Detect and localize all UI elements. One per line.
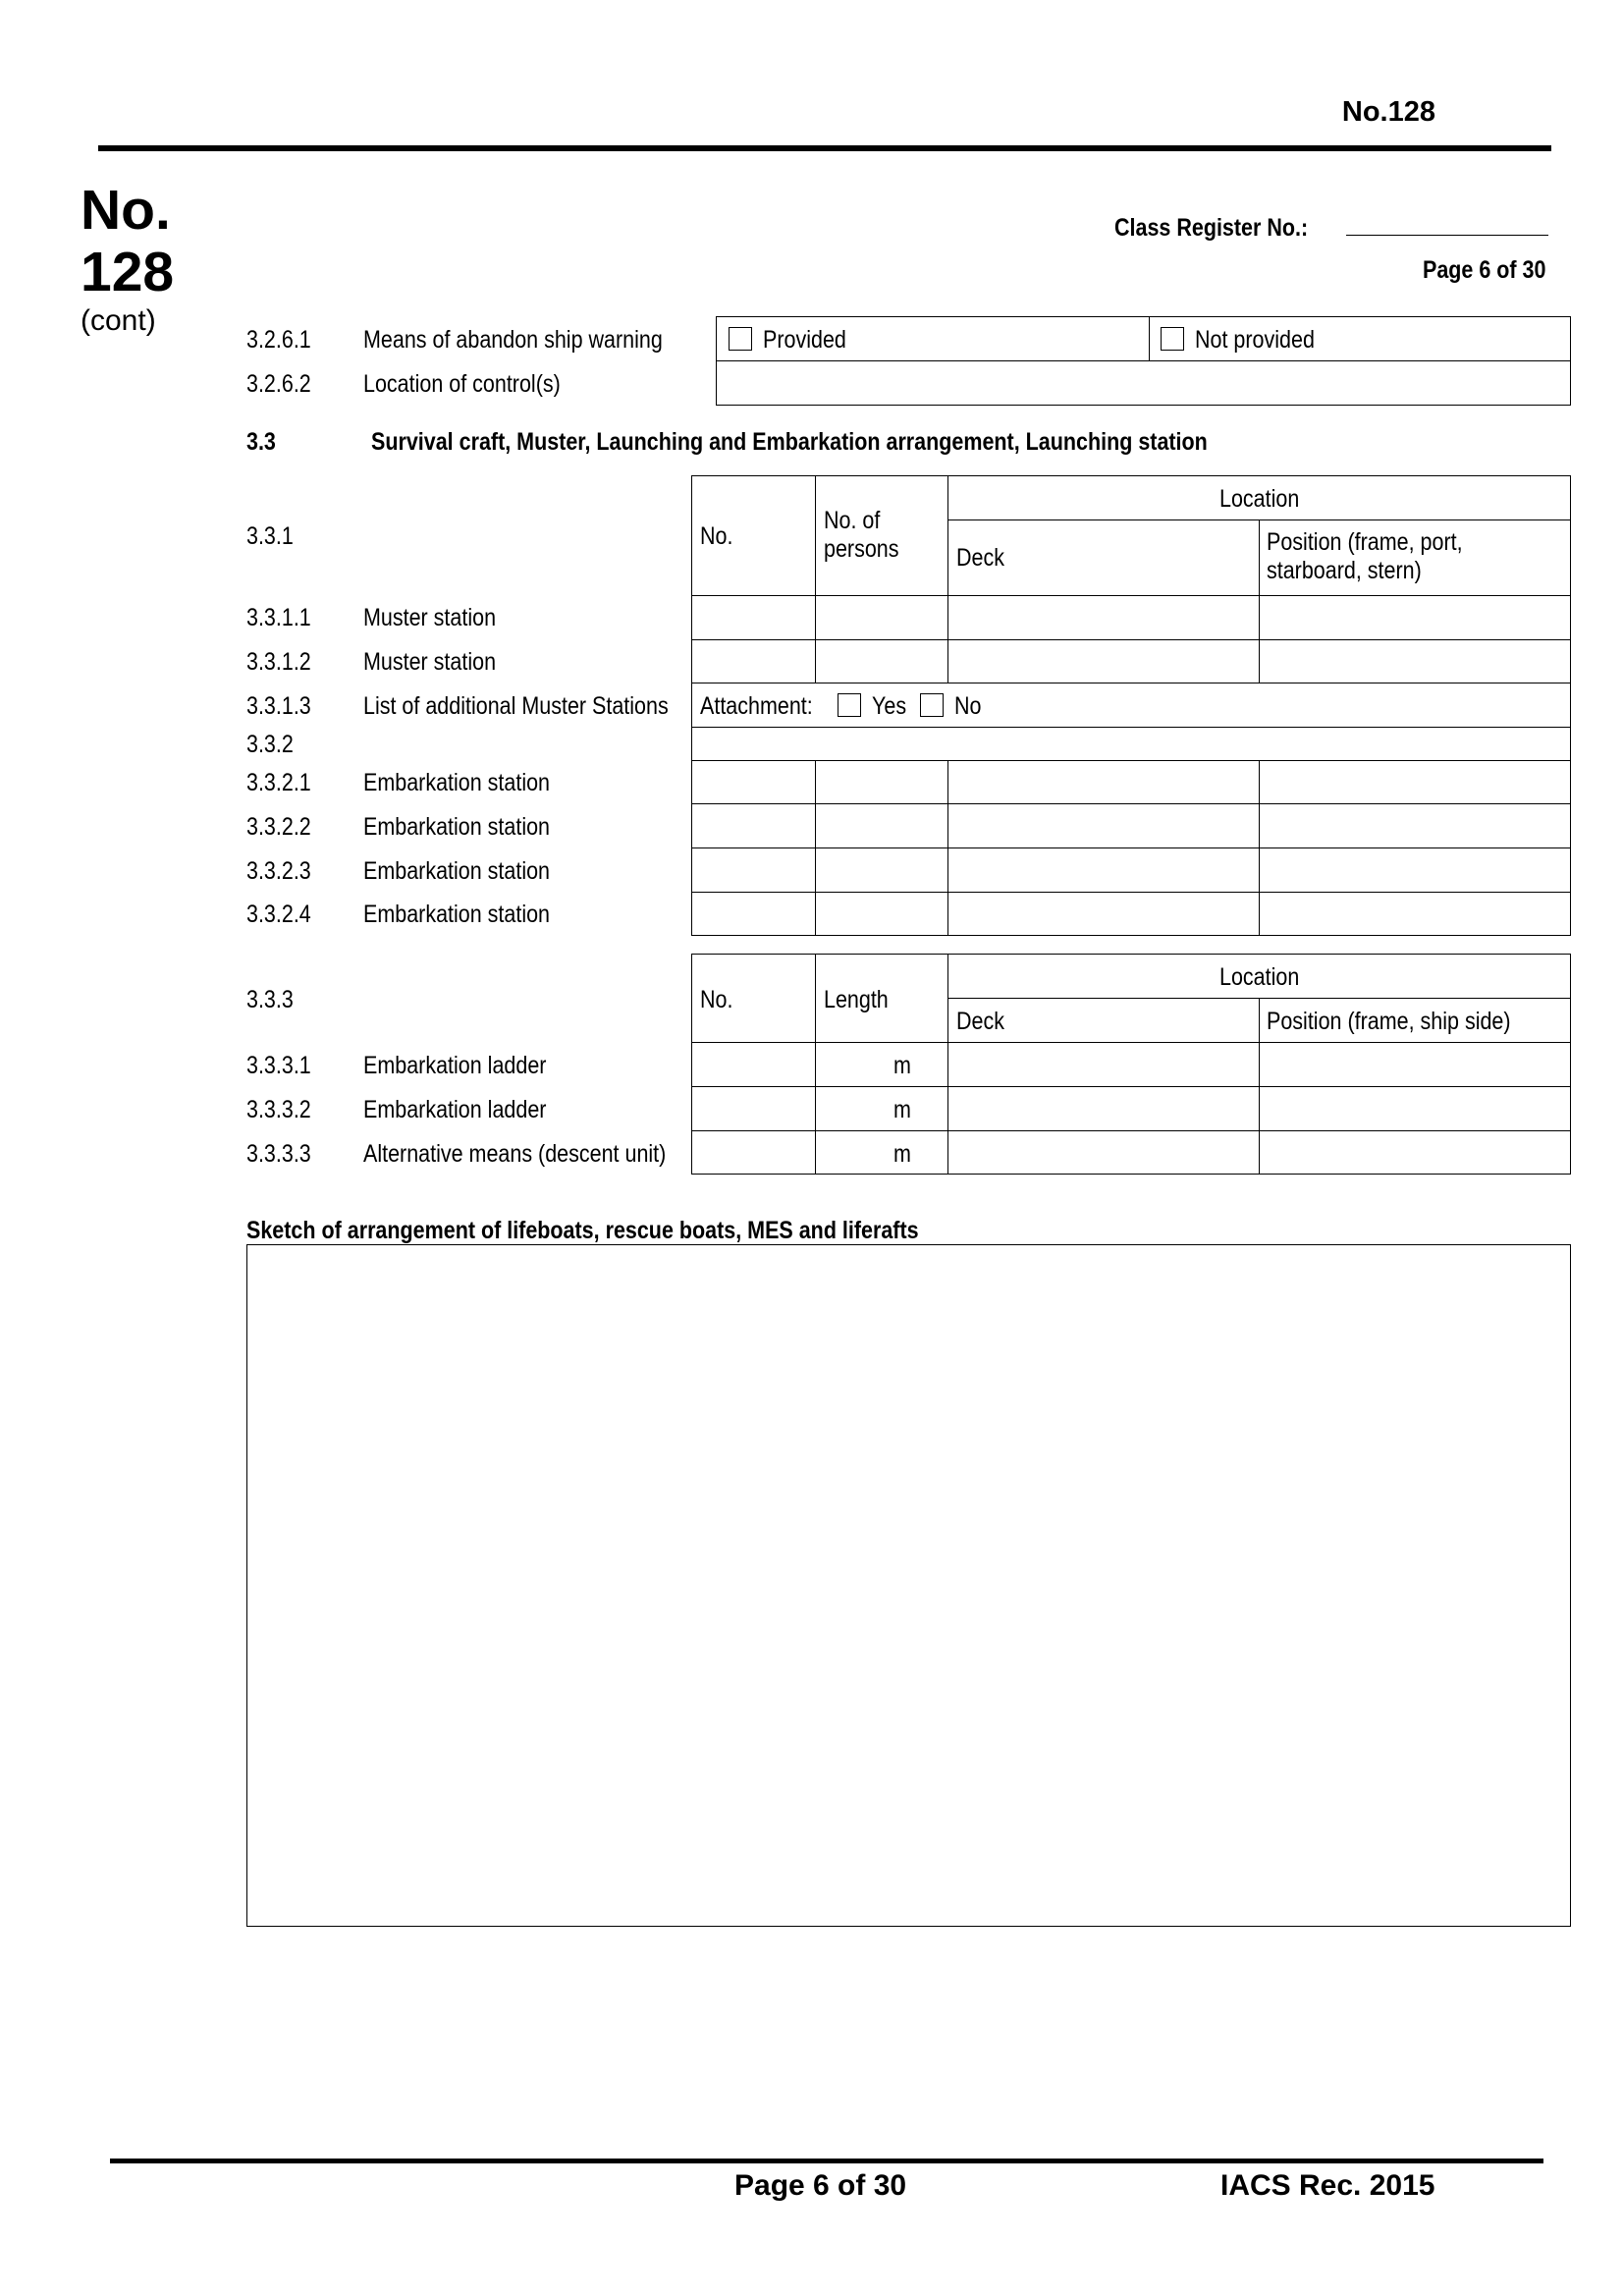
section-number: 3.3.1.3 — [246, 692, 311, 720]
col-header-location: Location — [1219, 485, 1300, 513]
col-header-persons-line1: No. of — [824, 507, 881, 534]
row-label: Embarkation station — [363, 857, 551, 885]
section-number: 3.3.2 — [246, 731, 294, 758]
attachment-no-label: No — [954, 692, 982, 720]
col-header-deck: Deck — [956, 1008, 1004, 1035]
table-divider — [691, 803, 1571, 804]
section-number: 3.3.1.1 — [246, 604, 311, 631]
col-header-position-line1: Position (frame, port, — [1267, 528, 1463, 556]
sketch-area[interactable] — [246, 1244, 1571, 1927]
table-divider — [815, 475, 816, 683]
table-divider — [691, 639, 1571, 640]
not-provided-label: Not provided — [1195, 326, 1315, 354]
table-divider — [1259, 998, 1260, 1175]
row-label: List of additional Muster Stations — [363, 692, 669, 720]
table-divider — [691, 847, 1571, 848]
section-number: 3.3.3.2 — [246, 1096, 311, 1123]
col-header-position — [1267, 528, 1463, 585]
col-header-deck: Deck — [956, 544, 1004, 572]
table-divider — [1259, 760, 1260, 936]
table-divider — [815, 954, 816, 1175]
table-divider — [691, 760, 1571, 761]
side-number-line2: 128 — [81, 241, 175, 303]
section-number: 3.3.3.1 — [246, 1052, 311, 1079]
not-provided-checkbox[interactable] — [1161, 327, 1184, 351]
col-header-persons — [824, 507, 898, 564]
document-number: No.128 — [1341, 96, 1435, 128]
table-divider — [691, 1042, 1571, 1043]
attachment-no-checkbox[interactable] — [920, 693, 944, 717]
row-label: Embarkation station — [363, 901, 551, 928]
class-register-label: Class Register No.: — [1114, 214, 1309, 242]
col-header-position: Position (frame, ship side) — [1267, 1008, 1511, 1035]
footer-rule — [110, 2159, 1543, 2163]
table-divider — [1149, 316, 1150, 360]
section-number: 3.3.2.1 — [246, 769, 311, 796]
section-number: 3.3.1.2 — [246, 648, 311, 676]
page-indicator: Page 6 of 30 — [1423, 256, 1546, 284]
section-title: Survival craft, Muster, Launching and Embarkation arrangement, Launching station — [371, 428, 1208, 456]
col-header-persons-line2: persons — [824, 535, 899, 563]
section-number: 3.3.1 — [246, 522, 294, 550]
table-divider — [691, 1130, 1571, 1131]
section-number: 3.3.3.3 — [246, 1140, 311, 1168]
table-divider — [691, 892, 1571, 893]
row-label: Embarkation station — [363, 813, 551, 841]
col-header-location: Location — [1219, 963, 1300, 991]
row-label: Muster station — [363, 648, 497, 676]
row-label: Embarkation ladder — [363, 1052, 547, 1079]
footer-page: Page 6 of 30 — [734, 2169, 907, 2202]
row-label: Alternative means (descent unit) — [363, 1140, 667, 1168]
table-divider — [691, 595, 1571, 596]
row-label: Embarkation station — [363, 769, 551, 796]
section-number: 3.2.6.2 — [246, 370, 311, 398]
length-unit: m — [893, 1140, 911, 1168]
section-number: 3.3.2.3 — [246, 857, 311, 885]
table-divider — [691, 1086, 1571, 1087]
section-number: 3.3 — [246, 428, 276, 456]
table-divider — [815, 760, 816, 936]
section-number: 3.3.2.4 — [246, 901, 311, 928]
table-divider — [716, 360, 1571, 361]
col-header-no: No. — [700, 522, 733, 550]
row-label: Embarkation ladder — [363, 1096, 547, 1123]
table-divider — [691, 727, 1571, 728]
col-header-no: No. — [700, 986, 733, 1013]
abandon-warning-label: Means of abandon ship warning — [363, 326, 663, 354]
table-divider — [947, 760, 948, 936]
length-unit: m — [893, 1096, 911, 1123]
class-register-field[interactable] — [1346, 235, 1548, 236]
table-divider — [947, 954, 948, 1175]
footer-rec: IACS Rec. 2015 — [1220, 2169, 1435, 2202]
col-header-position-line2: starboard, stern) — [1267, 557, 1422, 584]
side-cont: (cont) — [81, 304, 156, 337]
side-number — [81, 180, 174, 303]
length-unit: m — [893, 1052, 911, 1079]
attachment-yes-checkbox[interactable] — [838, 693, 861, 717]
provided-label: Provided — [763, 326, 846, 354]
sketch-title: Sketch of arrangement of lifeboats, rescue boats, MES and liferafts — [246, 1217, 919, 1244]
control-location-field[interactable] — [718, 362, 1569, 404]
header-rule — [98, 145, 1551, 151]
attachment-label: Attachment: — [700, 692, 813, 720]
col-header-length: Length — [824, 986, 889, 1013]
row-label: Muster station — [363, 604, 497, 631]
control-location-label: Location of control(s) — [363, 370, 561, 398]
table-divider — [947, 475, 948, 683]
provided-checkbox[interactable] — [729, 327, 752, 351]
section-number: 3.3.2.2 — [246, 813, 311, 841]
section-number: 3.3.3 — [246, 986, 294, 1013]
side-number-line1: No. — [81, 179, 171, 242]
section-number: 3.2.6.1 — [246, 326, 311, 354]
attachment-yes-label: Yes — [872, 692, 907, 720]
table-divider — [1259, 519, 1260, 683]
